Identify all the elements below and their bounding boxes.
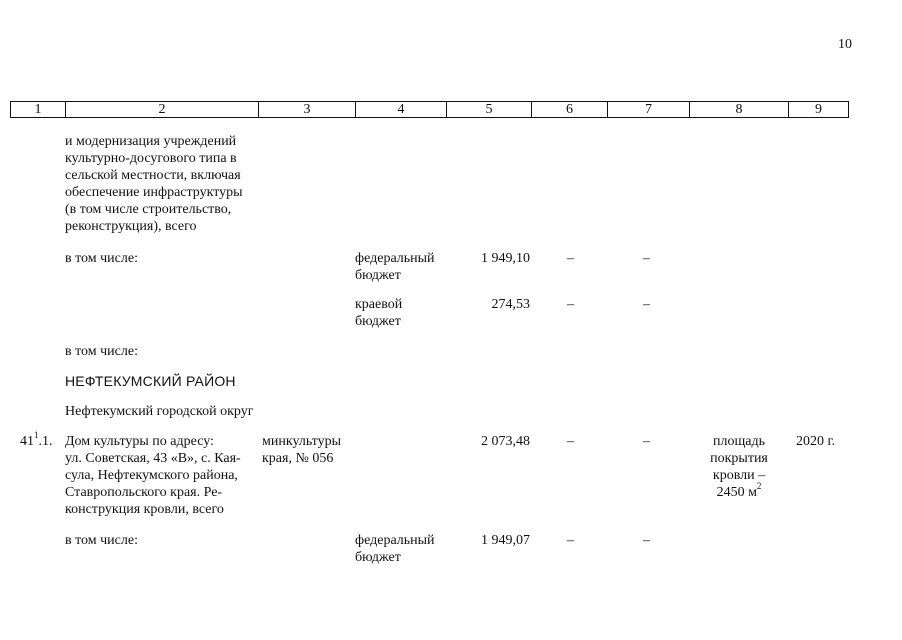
responsible-org: минкультуры — [262, 434, 342, 449]
district-heading: НЕФТЕКУМСКИЙ РАЙОН — [65, 373, 236, 389]
col6-value: – — [567, 251, 574, 266]
year-value: 2020 г. — [796, 434, 836, 449]
including-label: в том числе: — [65, 533, 138, 548]
col6-value: – — [567, 434, 574, 449]
header-col-6: 6 — [532, 102, 608, 117]
item-number-sup: 1 — [34, 430, 39, 441]
description-line: сельской местности, включая — [65, 168, 241, 183]
header-col-5: 5 — [447, 102, 532, 117]
header-col-9: 9 — [815, 102, 822, 117]
description-line: (в том числе строительство, — [65, 202, 232, 217]
result-area: 2450 м — [716, 485, 757, 500]
col7-value: – — [643, 434, 650, 449]
budget-source: федеральный — [355, 251, 435, 266]
item-number-tail: .1. — [38, 434, 53, 449]
page-number: 10 — [838, 37, 852, 52]
result-area-unit-sup: 2 — [756, 481, 762, 492]
item-description-line: ул. Советская, 43 «В», с. Кая- — [65, 451, 241, 466]
col6-value: – — [567, 297, 574, 312]
budget-source: бюджет — [355, 268, 401, 283]
result-line: покрытия — [710, 451, 768, 466]
col6-value: – — [567, 533, 574, 548]
responsible-org: края, № 056 — [262, 451, 334, 466]
header-col-1: 1 — [11, 102, 66, 117]
result-line — [690, 481, 788, 501]
description-line: реконструкция), всего — [65, 219, 197, 234]
including-label: в том числе: — [65, 251, 138, 266]
col7-value: – — [643, 297, 650, 312]
item-description-line: сула, Нефтекумского района, — [65, 468, 238, 483]
including-label: в том числе: — [65, 344, 138, 359]
col7-value: – — [643, 251, 650, 266]
item-description-line: Ставропольского края. Ре- — [65, 485, 223, 500]
header-col-2: 2 — [66, 102, 259, 117]
item-number — [20, 430, 53, 450]
item-description-line: Дом культуры по адресу: — [65, 434, 214, 449]
district-subheading: Нефтекумский городской округ — [65, 404, 254, 419]
budget-source: бюджет — [355, 550, 401, 565]
header-col-7: 7 — [608, 102, 690, 117]
table-header-row — [10, 101, 849, 118]
item-description-line: конструкция кровли, всего — [65, 502, 224, 517]
description-line: обеспечение инфраструктуры — [65, 185, 243, 200]
description-line: и модернизация учреждений — [65, 134, 237, 149]
result-line: кровли – — [712, 468, 766, 483]
result-line: площадь — [713, 434, 765, 449]
budget-source: бюджет — [355, 314, 401, 329]
description-line: культурно-досугового типа в — [65, 151, 237, 166]
item-number-main: 41 — [20, 434, 34, 449]
budget-source: краевой — [355, 297, 403, 312]
header-col-3: 3 — [259, 102, 356, 117]
header-col-4: 4 — [356, 102, 447, 117]
amount-value: 2 073,48 — [481, 434, 530, 449]
budget-source: федеральный — [355, 533, 435, 548]
header-col-8: 8 — [690, 102, 789, 117]
col7-value: – — [643, 533, 650, 548]
amount-value: 274,53 — [491, 297, 530, 312]
amount-value: 1 949,07 — [481, 533, 530, 548]
amount-value: 1 949,10 — [481, 251, 530, 266]
